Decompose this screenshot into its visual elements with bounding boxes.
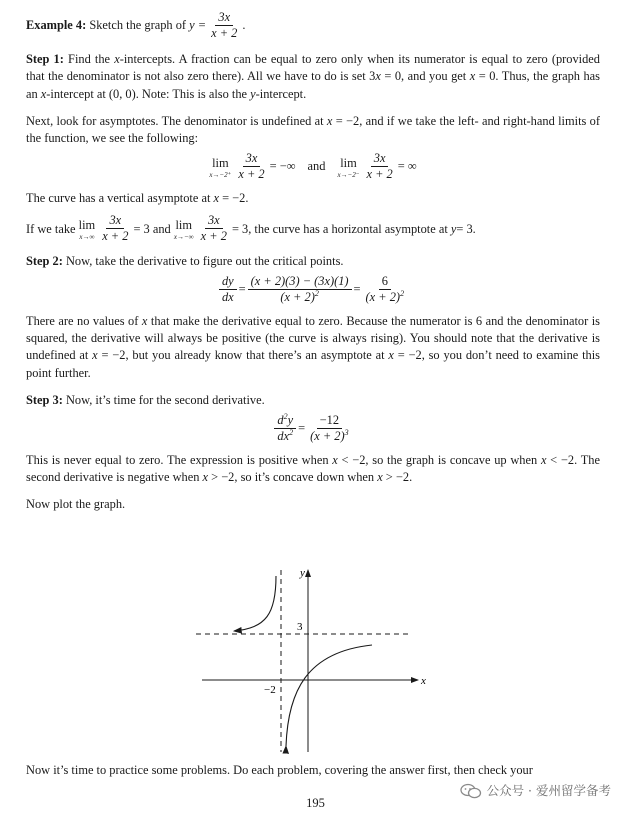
function-graph bbox=[196, 562, 426, 757]
var-x: x bbox=[202, 470, 209, 485]
watermark-text: 公众号 · 爱州留学备考 bbox=[486, 783, 611, 798]
plot-instruction: Now plot the graph. bbox=[26, 497, 126, 512]
step2-text: Now, take the derivative to figure out the critical points. bbox=[65, 253, 344, 268]
fraction-numerator: 6 bbox=[379, 274, 391, 290]
fraction-denominator bbox=[363, 290, 408, 306]
limit-neg-infinity bbox=[174, 217, 194, 241]
limit-right-result: = ∞ bbox=[397, 159, 417, 174]
step3-text: Now, it’s time for the second derivative. bbox=[65, 392, 265, 407]
lim-subscript: x→∞ bbox=[79, 233, 95, 242]
limit-left-fraction bbox=[235, 151, 267, 182]
step1-text: = 0, and you get bbox=[380, 69, 470, 84]
step1-text: -intercept. bbox=[255, 86, 307, 101]
quotient-rule-fraction bbox=[248, 274, 352, 305]
lim-subscript: x→−∞ bbox=[173, 233, 194, 242]
var-x: x bbox=[141, 314, 148, 329]
asymptote-paragraph bbox=[26, 113, 600, 147]
fraction-denominator bbox=[277, 290, 322, 306]
derivative-explanation bbox=[26, 313, 600, 381]
simplified-fraction bbox=[363, 274, 408, 305]
exponent: 3 bbox=[344, 427, 349, 437]
var-x: x bbox=[40, 86, 47, 101]
horiz-text: = 3 and bbox=[133, 221, 171, 236]
y-axis-label: y bbox=[300, 567, 305, 579]
lim-subscript: x→−2⁺ bbox=[209, 170, 232, 179]
equals-sign: = bbox=[353, 282, 361, 297]
exponent: 2 bbox=[400, 288, 405, 298]
limits-equation bbox=[26, 151, 600, 182]
step1-text: -intercept at (0, 0). Note: This is also the bbox=[46, 86, 251, 101]
equals-sign: = bbox=[298, 420, 306, 435]
step1-text: = 0. Thus, the graph has an bbox=[26, 69, 600, 101]
lim-subscript: x→−2⁻ bbox=[337, 170, 360, 179]
para3-text: < −2. The second derivative is negative when bbox=[26, 453, 600, 485]
wechat-icon bbox=[460, 783, 482, 799]
fraction-numerator: 3x bbox=[205, 213, 223, 229]
para2-text: = −2, so you don’t need to examine this point further. bbox=[26, 348, 600, 380]
lim-word: lim bbox=[175, 218, 193, 233]
var-y: y bbox=[287, 412, 294, 427]
dx-symbol: dx bbox=[277, 428, 290, 443]
para3-text: This is never equal to zero. The expression is positive when bbox=[26, 453, 333, 468]
lim-word: lim bbox=[340, 155, 357, 170]
asym-text: = −2, and if we take the left- and right-hand limits of the function, we see the following: bbox=[26, 113, 600, 145]
page-number: 195 bbox=[306, 796, 325, 810]
fraction-denominator: x + 2 bbox=[238, 166, 265, 181]
d-symbol: d bbox=[277, 412, 284, 427]
step2-paragraph bbox=[26, 253, 600, 270]
fraction-numerator: 3x bbox=[106, 213, 124, 229]
fraction-numerator bbox=[274, 413, 296, 429]
limit-right-fraction bbox=[363, 151, 395, 182]
var-x: x bbox=[377, 470, 383, 485]
vertical-asymptote-line bbox=[26, 190, 600, 207]
var-y: y bbox=[450, 221, 457, 236]
denominator-base: (x + 2) bbox=[365, 289, 401, 304]
right-branch-curve bbox=[286, 645, 372, 746]
example-label: Example 4: bbox=[26, 18, 87, 33]
fraction-numerator: −12 bbox=[317, 413, 342, 429]
asymptote-3-label: 3 bbox=[297, 621, 303, 633]
limit-infinity-fraction bbox=[99, 213, 131, 244]
exponent: 2 bbox=[314, 288, 319, 298]
fraction-denominator: x + 2 bbox=[102, 229, 129, 244]
example-end: . bbox=[242, 18, 246, 33]
para3-text: < −2, so the graph is concave up when bbox=[337, 453, 541, 468]
watermark bbox=[460, 782, 611, 799]
vert-text: The curve has a vertical asymptote at bbox=[26, 191, 214, 206]
horiz-text: = 3. bbox=[456, 221, 476, 236]
dy-dx-fraction bbox=[219, 274, 237, 305]
fraction-denominator: dx bbox=[221, 289, 234, 304]
fraction-numerator: 3x bbox=[243, 151, 261, 167]
fraction-denominator bbox=[307, 429, 352, 445]
var-x: x bbox=[375, 69, 381, 84]
var-x: x bbox=[332, 453, 338, 468]
equals-sign: = bbox=[238, 282, 246, 297]
step1-label: Step 1: bbox=[26, 52, 64, 67]
step1-text: -intercepts. A fraction can be equal to zero only when its numerator is equal to zero (provided that the denominator is not also zero there). All we have to do is set 3 bbox=[26, 52, 600, 84]
limit-infinity bbox=[79, 217, 96, 241]
derivative-equation bbox=[26, 274, 600, 305]
and-word: and bbox=[307, 159, 326, 174]
step3-label: Step 3: bbox=[26, 392, 63, 407]
var-x: x bbox=[326, 113, 333, 128]
fraction-numerator: dy bbox=[219, 274, 237, 290]
para2-text: that make the derivative equal to zero. Because the numerator is 6 and the denominator is squared, the derivative will always be positive (the curve is always rising). You should note that the derivative is undefined at bbox=[26, 314, 600, 363]
vert-text: = −2. bbox=[219, 191, 249, 206]
var-x: x bbox=[540, 453, 547, 468]
denominator-base: (x + 2) bbox=[280, 289, 315, 304]
var-y: y bbox=[250, 86, 256, 101]
second-derivative-fraction bbox=[307, 413, 352, 444]
example-fraction bbox=[208, 10, 240, 41]
concavity-explanation bbox=[26, 452, 600, 486]
left-branch-curve bbox=[234, 576, 276, 631]
para3-text: > −2, so it’s concave down when bbox=[208, 470, 378, 485]
step3-paragraph bbox=[26, 392, 600, 409]
second-derivative-equation bbox=[26, 413, 600, 444]
step1-text: Find the bbox=[68, 52, 111, 67]
fraction-denominator: x + 2 bbox=[366, 166, 393, 181]
asymptote-neg2-label: −2 bbox=[264, 684, 276, 696]
para3-text: > −2. bbox=[382, 470, 413, 485]
var-x: x bbox=[469, 69, 476, 84]
exponent: 2 bbox=[289, 427, 294, 437]
denominator-base: (x + 2) bbox=[310, 428, 345, 443]
var-x: x bbox=[213, 191, 219, 206]
fraction-denominator bbox=[274, 429, 296, 445]
d2y-dx2-fraction bbox=[274, 413, 296, 444]
para2-text: There are no values of bbox=[26, 314, 142, 329]
exponent: 2 bbox=[283, 411, 288, 421]
limit-neg-infinity-fraction bbox=[198, 213, 230, 244]
horizontal-asymptote-line bbox=[26, 213, 600, 244]
fraction-denominator: x + 2 bbox=[200, 229, 227, 244]
fraction-numerator: (x + 2)(3) − (3x)(1) bbox=[248, 274, 352, 290]
limit-left bbox=[209, 155, 231, 179]
horiz-text: = 3, the curve has a horizontal asymptote at bbox=[231, 221, 448, 236]
var-x: x bbox=[388, 348, 394, 363]
example-heading bbox=[26, 10, 600, 41]
asym-text: Next, look for asymptotes. The denominator is undefined at bbox=[26, 113, 327, 128]
step1-paragraph bbox=[26, 51, 600, 102]
fraction-numerator: 3x bbox=[371, 151, 389, 167]
x-axis-label: x bbox=[421, 675, 426, 687]
var-x: x bbox=[92, 348, 98, 363]
closing-paragraph: Now it’s time to practice some problems. Do each problem, covering the answer first, then check your bbox=[26, 763, 533, 777]
limit-left-result: = −∞ bbox=[269, 159, 296, 174]
para2-text: = −2, but you already know that there’s an asymptote at bbox=[97, 348, 389, 363]
lim-word: lim bbox=[212, 155, 229, 170]
example-numerator: 3x bbox=[215, 10, 233, 26]
var-x: x bbox=[114, 52, 120, 67]
horiz-text: If we take bbox=[26, 221, 76, 236]
limit-right bbox=[337, 155, 359, 179]
example-text: Sketch the graph of bbox=[89, 18, 187, 33]
example-lhs: y = bbox=[189, 18, 207, 33]
document-page bbox=[26, 10, 600, 524]
example-denominator: x + 2 bbox=[211, 25, 238, 40]
step2-label: Step 2: bbox=[26, 253, 63, 268]
lim-word: lim bbox=[78, 218, 96, 233]
